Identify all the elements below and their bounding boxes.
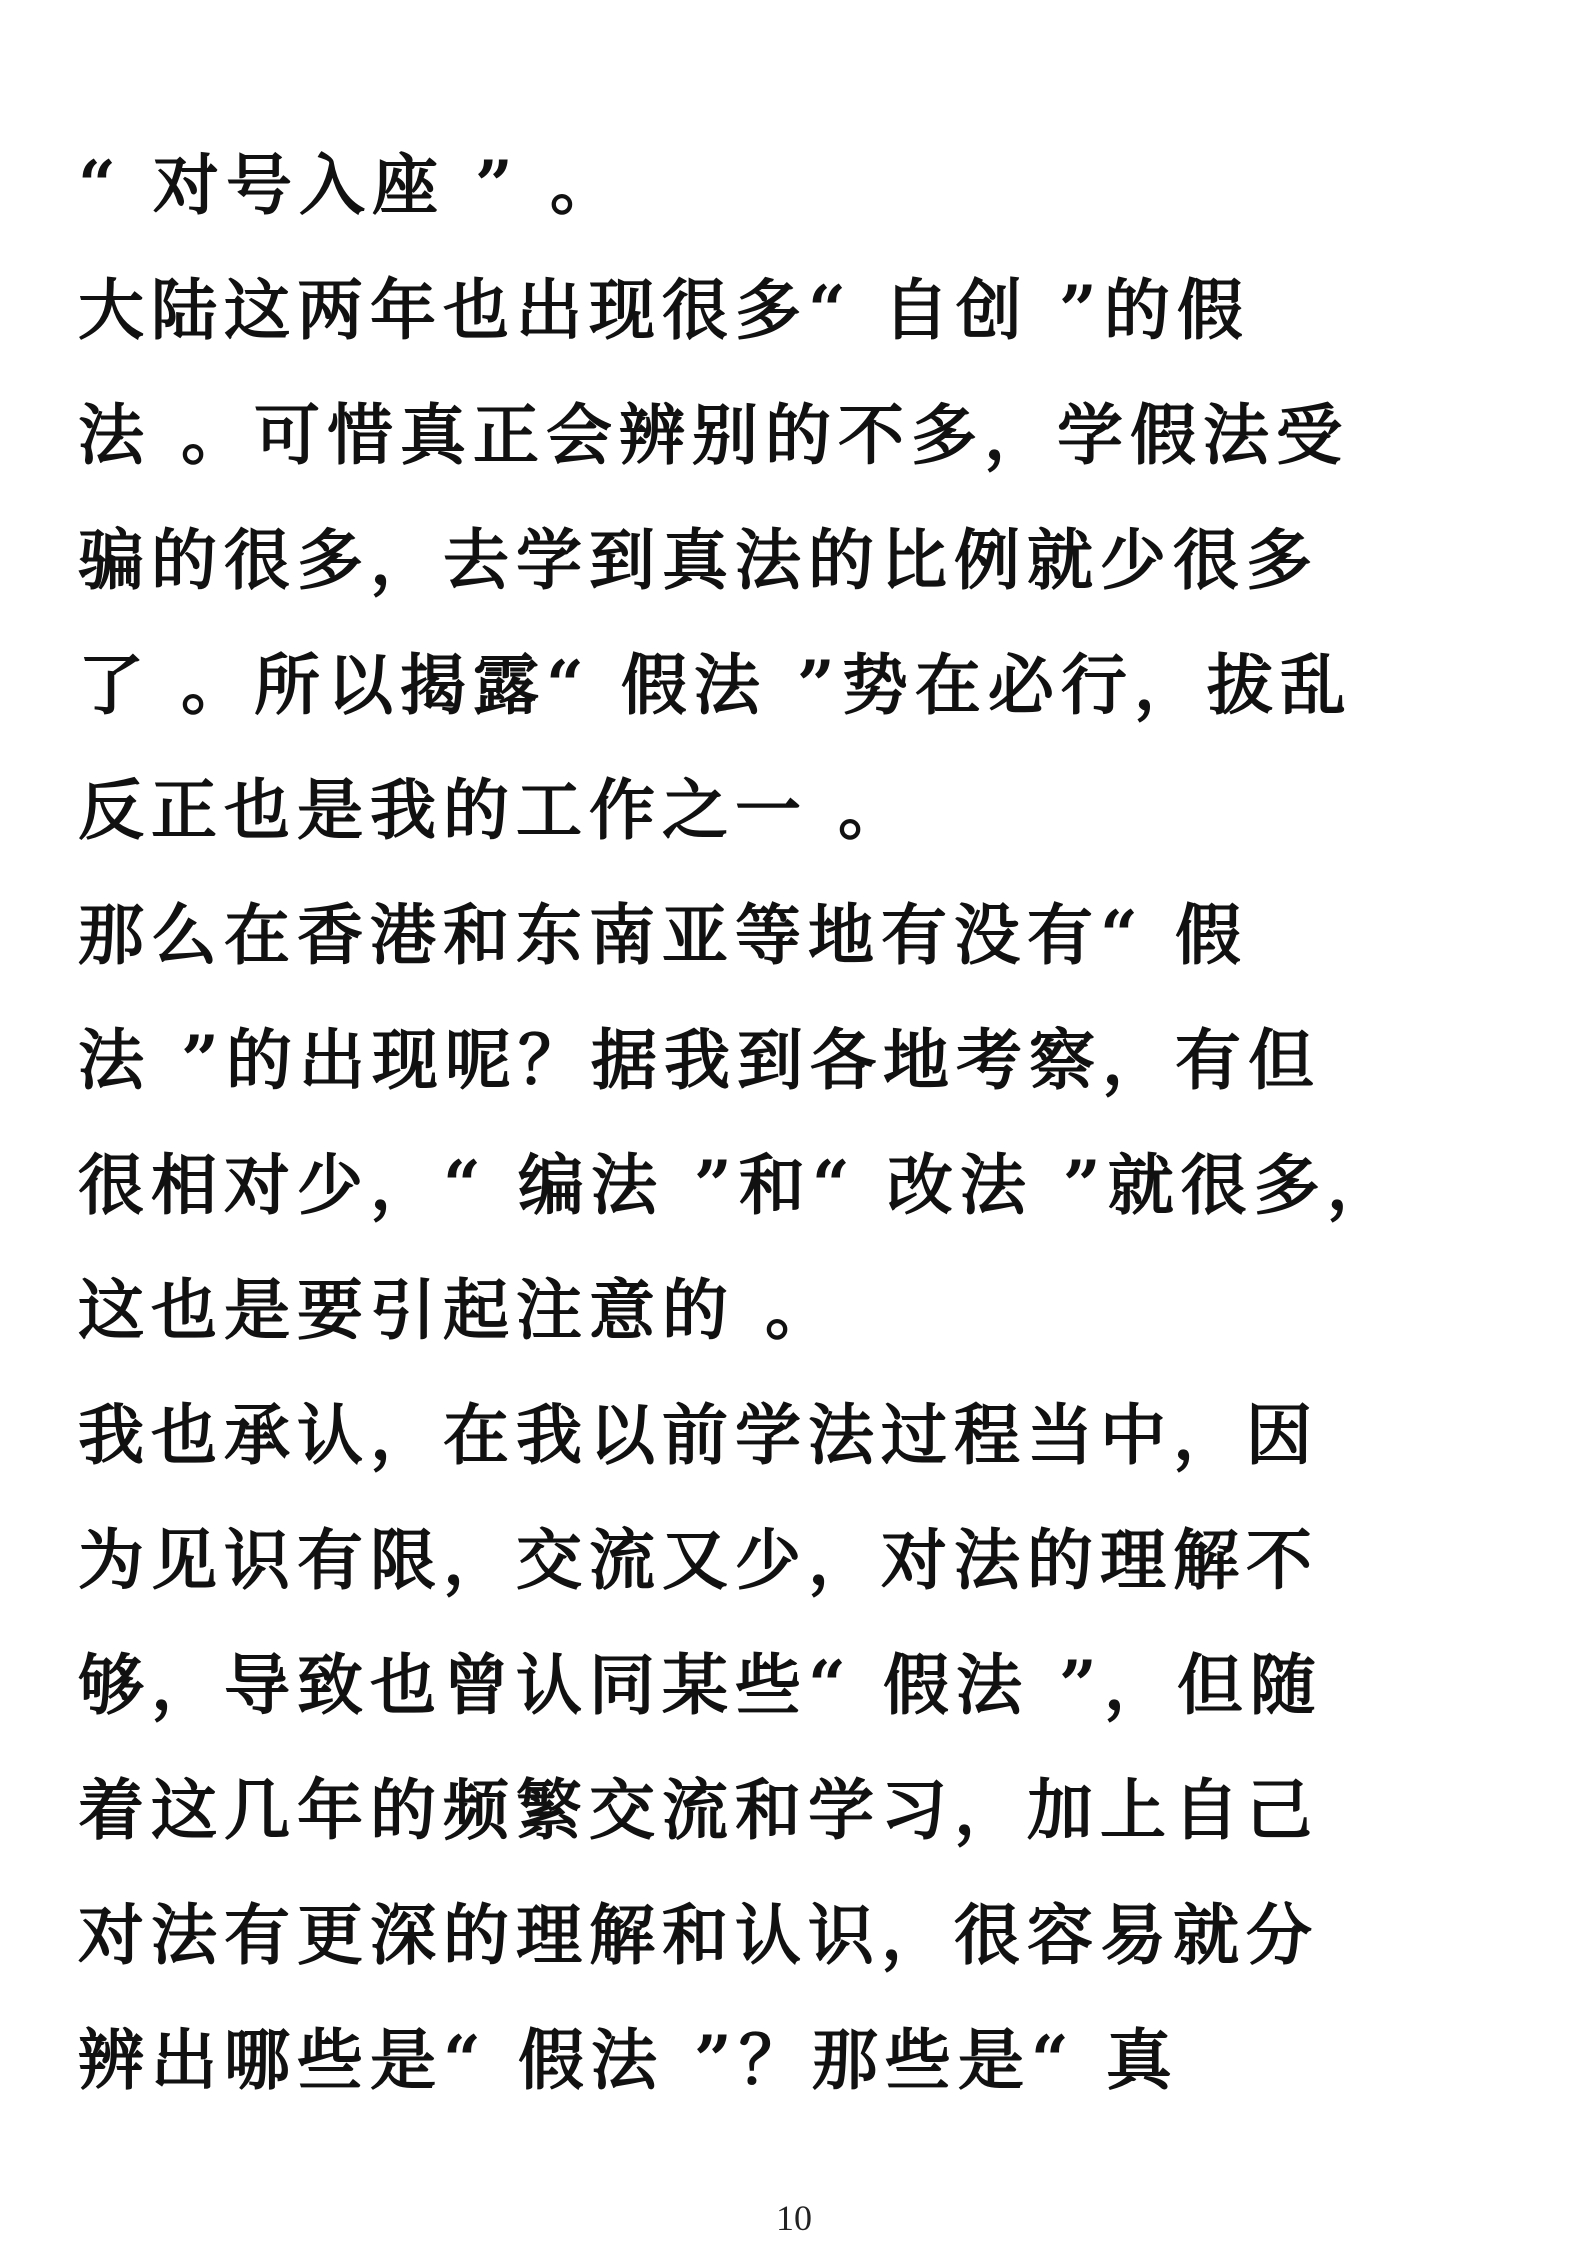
text-line: 法 ”的出现呢？据我到各地考察，有但: [78, 1021, 1321, 1099]
text-line: 我也承认，在我以前学法过程当中，因: [78, 1396, 1319, 1474]
text-line: 骗的很多，去学到真法的比例就少很多: [78, 521, 1319, 599]
page-number: 10: [776, 2198, 812, 2238]
text-line: 够，导致也曾认同某些“ 假法 ”，但随: [78, 1646, 1323, 1724]
text-line: 法 。可惜真正会辨别的不多，学假法受: [78, 396, 1349, 474]
text-line: 辨出哪些是“ 假法 ”？那些是“ 真: [78, 2021, 1179, 2099]
text-line: 这也是要引起注意的 。: [78, 1271, 838, 1349]
text-line: 大陆这两年也出现很多“ 自创 ”的假: [78, 271, 1250, 349]
text-line: “ 对号入座 ” 。: [78, 146, 623, 224]
text-line: 反正也是我的工作之一 。: [78, 771, 911, 849]
text-line: 着这几年的频繁交流和学习，加上自己: [78, 1771, 1319, 1849]
text-line: 很相对少，“ 编法 ”和“ 改法 ”就很多，: [78, 1146, 1400, 1224]
text-line: 了 。所以揭露“ 假法 ”势在必行，拔乱: [78, 646, 1353, 724]
text-line: 对法有更深的理解和认识，很容易就分: [78, 1896, 1319, 1974]
text-line: 那么在香港和东南亚等地有没有“ 假: [78, 896, 1248, 974]
text-line: 为见识有限，交流又少，对法的理解不: [78, 1521, 1319, 1599]
